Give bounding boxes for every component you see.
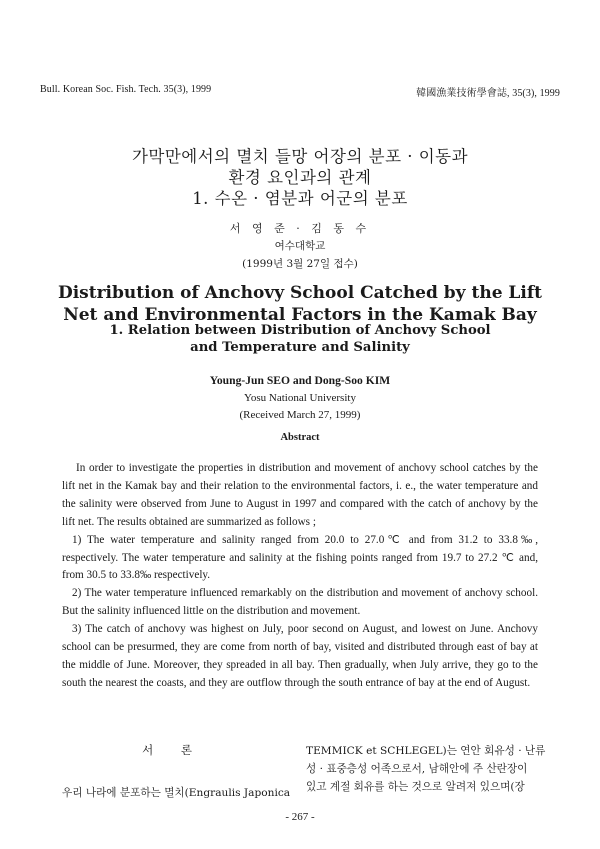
abstract-heading: Abstract	[280, 432, 320, 443]
english-subtitle-line: 1. Relation between Distribution of Anchovy School	[109, 323, 491, 338]
english-subtitle-line: and Temperature and Salinity	[190, 340, 410, 355]
abstract-item: 2) The water temperature influenced remarkably on the distribution and movement of anchovy school. But the salinity influenced little on the distribution and movement.	[62, 587, 538, 618]
introduction-text-line: TEMMICK et SCHLEGEL)는 연안 회유성 · 난류	[306, 745, 546, 757]
korean-authors: 서 영 준 · 김 동 수	[229, 222, 371, 235]
korean-title-line: 1. 수온 · 염분과 어군의 분포	[192, 189, 408, 208]
english-title	[0, 283, 600, 326]
abstract-item: 1) The water temperature and salinity ranged from 20.0 to 27.0℃ and from 31.2 to 33.8‰, respectively. The water temperature and salinity at the fishing points ranged from 19.7 to 27.2 ℃ and, from 30.5 to 33.8‰ respectively.	[62, 533, 538, 582]
introduction-text-line: 우리 나라에 분포하는 멸치(Engraulis Japonica	[62, 787, 291, 799]
abstract-body	[62, 460, 538, 693]
english-title-line: Net and Environmental Factors in the Kamak Bay	[63, 304, 537, 325]
korean-title-line: 가막만에서의 멸치 들망 어장의 분포 · 이동과	[131, 147, 469, 166]
english-subtitle	[0, 322, 600, 356]
english-title-line: Distribution of Anchovy School Catched by the Lift	[57, 283, 543, 303]
english-received-date: (Received March 27, 1999)	[239, 409, 361, 421]
running-head-journal-ko: 韓國漁業技術學會誌, 35(3), 1999	[416, 88, 560, 99]
running-head-journal-en: Bull. Korean Soc. Fish. Tech. 35(3), 1999	[40, 84, 212, 95]
korean-title	[0, 146, 600, 209]
left-column	[62, 742, 291, 802]
english-authors: Young-Jun SEO and Dong-Soo KIM	[209, 374, 391, 387]
introduction-text-line: 있고 계절 회유를 하는 것으로 알려져 있으며(장	[306, 781, 525, 793]
introduction-text-line: 성 · 표중층성 어족으로서, 남해안에 주 산란장이	[306, 763, 528, 775]
abstract-intro: In order to investigate the properties in distribution and movement of anchovy school catches by the lift net in the Kamak bay and their relation to the environmental factors, i. e., the water temperature and the salinity were observed from June to August in 1997 and compared with the catch of anchovy by the lift net. The results obtained are summarized as follows ;	[62, 462, 538, 528]
korean-title-line: 환경 요인과의 관계	[228, 168, 372, 187]
introduction-heading: 서 론	[142, 743, 204, 757]
page-number: - 267 -	[285, 811, 315, 823]
english-affiliation: Yosu National University	[244, 392, 356, 404]
korean-received-date: (1999년 3월 27일 접수)	[242, 258, 358, 270]
abstract-item: 3) The catch of anchovy was highest on July, poor second on August, and lowest on June. Anchovy school can be presurmed, they are come from north of bay, visited and distributed through east of bay at the middle of June. Moreover, they spreaded in all bay. Then gradually, when July arrive, they go to the south the nearest the coasts, and they are outflow through the south entrance of bay at the end of August.	[62, 623, 538, 689]
right-column	[306, 742, 546, 796]
korean-affiliation: 여수대학교	[274, 240, 326, 252]
